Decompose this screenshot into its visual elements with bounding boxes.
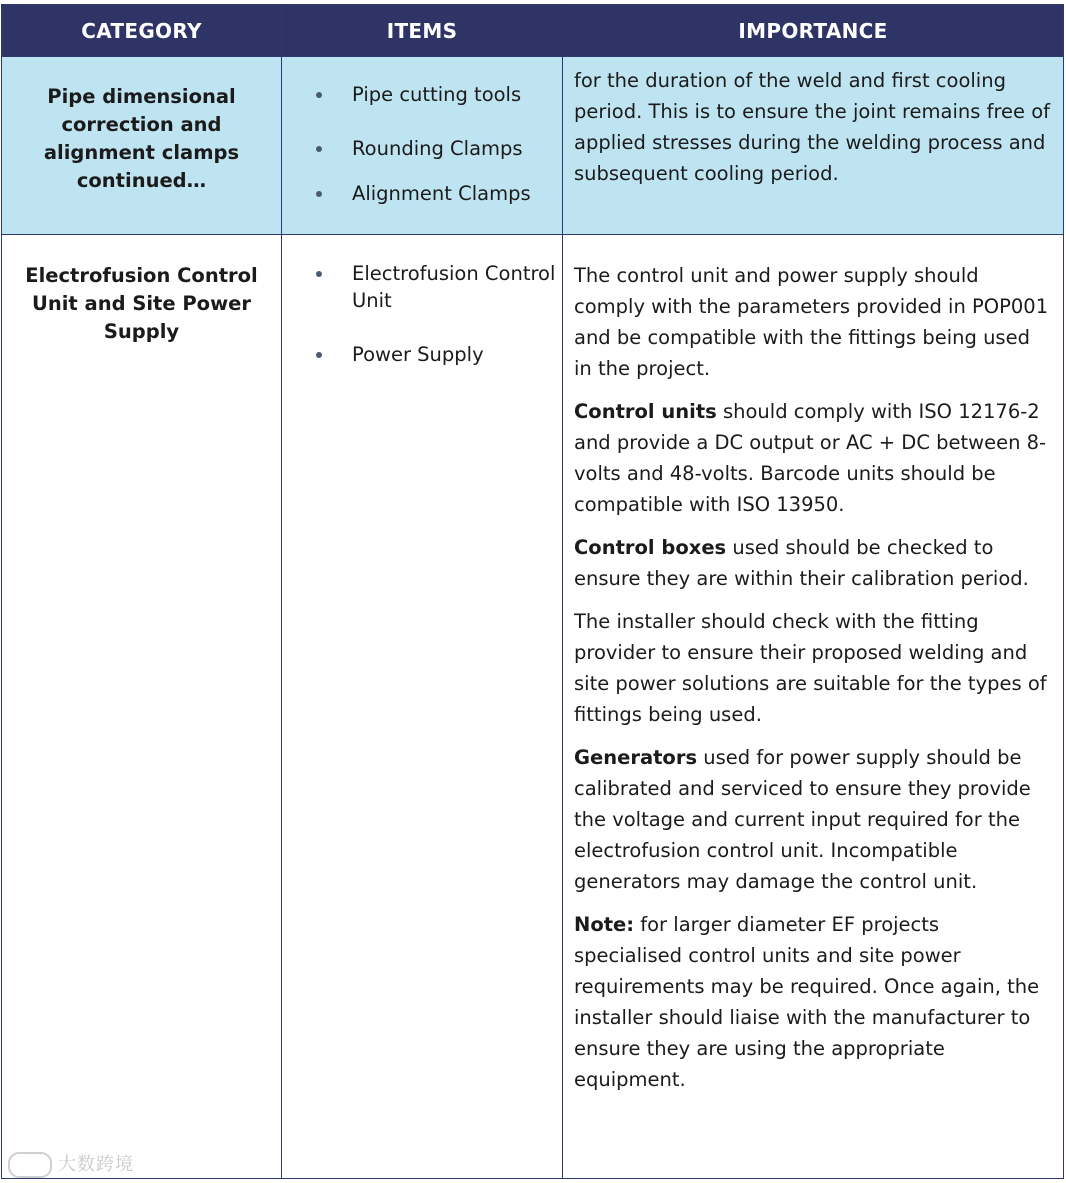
list-item: Rounding Clamps — [314, 135, 562, 162]
watermark-logo-icon — [8, 1152, 52, 1178]
items-cell — [282, 57, 563, 235]
table-row — [2, 57, 1064, 235]
list-item: Power Supply — [314, 341, 562, 368]
importance-cell — [563, 57, 1064, 235]
items-list — [282, 57, 562, 207]
category-text: Electrofusion Control Unit and Site Power Supply — [25, 264, 258, 343]
importance-paragraph: Generators used for power supply should be calibrated and serviced to ensure they provide the voltage and current input required for the electrofusion control unit. Incompatible generators may damage the control unit. — [574, 746, 1031, 893]
importance-paragraph: The installer should check with the fitting provider to ensure their proposed welding and site power solutions are suitable for the types of fittings being used. — [574, 610, 1047, 726]
importance-paragraph: Control boxes used should be checked to ensure they are within their calibration period. — [574, 536, 1029, 590]
header-items: ITEMS — [282, 5, 563, 57]
items-cell — [282, 235, 563, 1179]
category-cell — [2, 235, 282, 1179]
header-importance: IMPORTANCE — [563, 5, 1064, 57]
importance-cell — [563, 235, 1064, 1179]
category-text: Pipe dimensional correction and alignment clamps continued… — [43, 85, 240, 192]
equipment-table — [1, 4, 1064, 1179]
list-item: Alignment Clamps — [314, 180, 562, 207]
watermark-text: 大数跨境 — [58, 1154, 134, 1175]
header-category: CATEGORY — [2, 5, 282, 57]
importance-paragraph: for the duration of the weld and first cooling period. This is to ensure the joint remains free of applied stresses during the welding process and subsequent cooling period. — [574, 69, 1051, 185]
table-row — [2, 235, 1064, 1179]
importance-paragraph: Control units should comply with ISO 12176-2 and provide a DC output or AC + DC between 8-volts and 48-volts. Barcode units should be compatible with ISO 13950. — [574, 400, 1047, 516]
importance-paragraph: Note: for larger diameter EF projects specialised control units and site power requirements may be required. Once again, the installer should liaise with the manufacturer to ensure they are using the appropriate equipment. — [574, 913, 1040, 1091]
header-row — [2, 5, 1064, 57]
list-item: Pipe cutting tools — [314, 81, 562, 108]
category-cell — [2, 57, 282, 235]
importance-paragraph: The control unit and power supply should comply with the parameters provided in POP001 and be compatible with the fittings being used in the project. — [574, 264, 1049, 380]
items-list — [282, 235, 562, 368]
list-item: Electrofusion Control Unit — [314, 260, 562, 314]
watermark — [8, 1150, 134, 1178]
